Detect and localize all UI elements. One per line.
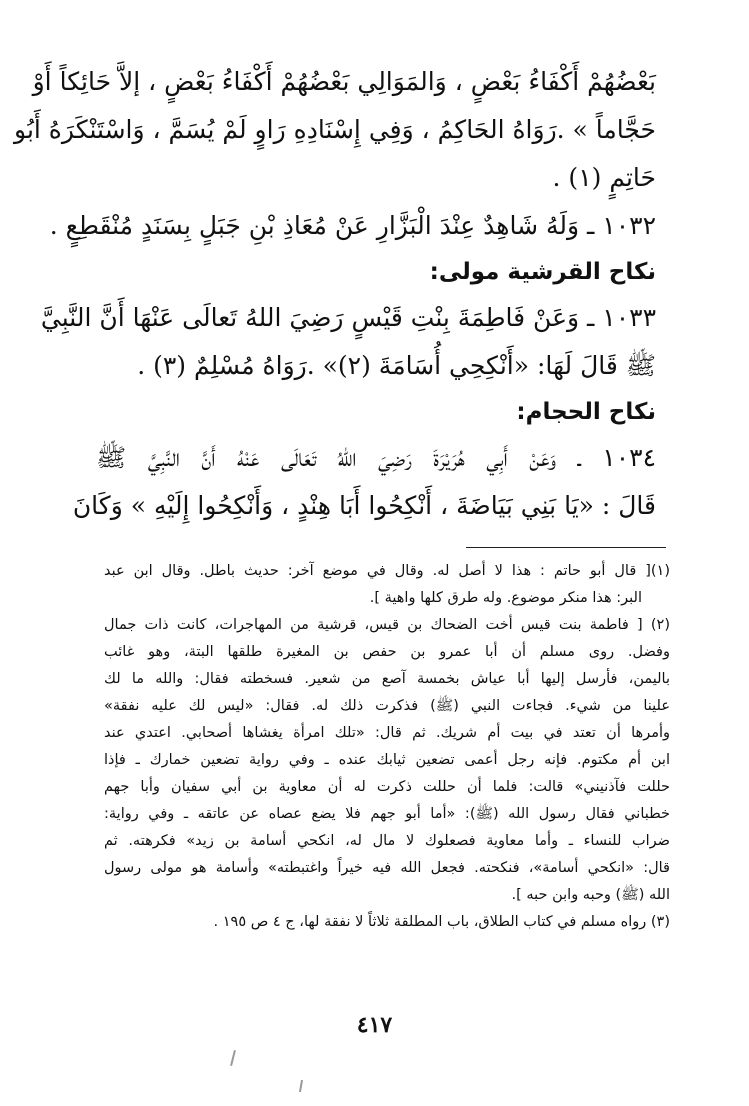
- footnote-2-line-6: ابن أم مكتوم. فإنه رجل أعمى تضعين ثيابك عنده ـ وفي رواية تضعين خمارك ـ فإذا: [104, 752, 670, 768]
- page-number: ٤١٧: [356, 1012, 393, 1038]
- footnote-2-line-2: وفضل. روى مسلم أن أبا عمرو بن حفص بن المغيرة طلقها البتة، وهو غائب: [104, 644, 670, 660]
- hadith-1032: ١٠٣٢ ـ وَلَهُ شَاهِدٌ عِنْدَ الْبَزَّارِ عَنْ مُعَاذِ بْنِ جَبَلٍ بِسَنَدٍ مُنْقَطِعٍ .: [49, 211, 656, 240]
- hadith-1034-line-2: قَالَ : «يَا بَنِي بَيَاضَةَ ، أَنْكِحُوا أَبَا هِنْدٍ ، وَأَنْكِحُوا إِلَيْهِ » وَكَانَ: [72, 491, 656, 520]
- footnote-2-line-4: علينا من شيء. فجاءت النبي (ﷺ) فذكرت ذلك له. فقال: «ليس لك عليه نفقة»: [104, 698, 670, 714]
- footnote-1-line-2: البر: هذا منكر موضوع. وله طرق كلها واهية ].: [369, 590, 642, 606]
- footnote-2-line-9: ضراب للنساء ـ وأما معاوية فصعلوك لا مال له، انكحي أسامة بن زيد» فكرهته. ثم: [104, 833, 670, 849]
- footnote-2-line-5: وأمرها أن تعتد في بيت أم شريك. ثم قال: «تلك امرأة يغشاها أصحابي. اعتدي عند: [104, 725, 670, 741]
- footnotes: [104, 558, 670, 936]
- footnote-2-line-7: حللت فآذنيني» قالت: فلما أن حللت ذكرت له أن معاوية بن أبي سفيان وأبا جهم: [104, 779, 670, 795]
- footnote-2-line-11: الله (ﷺ) وحبه وابن حبه ].: [511, 887, 670, 903]
- footnote-3-line-1: (٣) رواه مسلم في كتاب الطلاق، باب المطلقة ثلاثاً لا نفقة لها، ج ٤ ص ١٩٥ .: [213, 914, 670, 930]
- hadith-1033-line-2: ﷺ قَالَ لَهَا: «أَنْكِحِي أُسَامَةَ (٢)» .رَوَاهُ مُسْلِمٌ (٣) .: [137, 351, 656, 380]
- footnote-1-line-1: (١)[ قال أبو حاتم : هذا لا أصل له. وقال في موضع آخر: حديث باطل. وقال ابن عبد: [104, 563, 670, 579]
- scan-mark: [299, 1080, 303, 1092]
- text-line-1: بَعْضُهُمْ أَكْفَاءُ بَعْضٍ ، وَالمَوَالِي بَعْضُهُمْ أَكْفَاءُ بَعْضٍ ، إلاَّ حَائِكاً أَوْ: [32, 67, 656, 96]
- footnote-2-line-10: قال: «انكحي أسامة»، فنكحته. فجعل الله فيه خيراً واغتبطته» وأسامة هو مولى رسول: [104, 860, 670, 876]
- footnote-2-line-8: خطباني فقال رسول الله (ﷺ): «أما أبو جهم فلا يضع عصاه عن عاتقه ـ وفي رواية:: [104, 806, 670, 822]
- section-heading-qurashiya: نكاح القرشية مولى:: [429, 259, 656, 285]
- footnote-2-line-1: (٢) [ فاطمة بنت قيس أخت الضحاك بن قيس، قرشية من المهاجرات، كانت ذات جمال: [104, 617, 670, 633]
- text-line-3: حَاتِمٍ (١) .: [552, 163, 656, 192]
- section-heading-hajjam: نكاح الحجام:: [516, 399, 656, 425]
- footnote-divider: [466, 547, 666, 548]
- scan-mark: [230, 1050, 236, 1066]
- hadith-1033-line-1: ١٠٣٣ ـ وَعَنْ فَاطِمَةَ بِنْتِ قَيْسٍ رَضِيَ اللهُ تَعالَى عَنْهَا أَنَّ النَّبِيَّ: [40, 303, 656, 332]
- hadith-1034-line-1: ١٠٣٤ ـ وَعَنْ أَبِي هُرَيْرَةَ رَضِيَ اللهُ تَعَالَى عَنْهُ أَنَّ النَّبِيَّ ﷺ: [96, 443, 656, 472]
- text-line-2: حَجَّاماً » .رَوَاهُ الحَاكِمُ ، وَفِي إِسْنَادِهِ رَاوٍ لَمْ يُسَمَّ ، وَاسْتَنْكَرَهُ أَبُو: [14, 115, 656, 144]
- main-text: [14, 58, 656, 530]
- footnote-2-line-3: باليمن، فأرسل إليها أبا عياش بخمسة آصع من شعير. فسخطته فقال: والله ما لك: [104, 671, 670, 687]
